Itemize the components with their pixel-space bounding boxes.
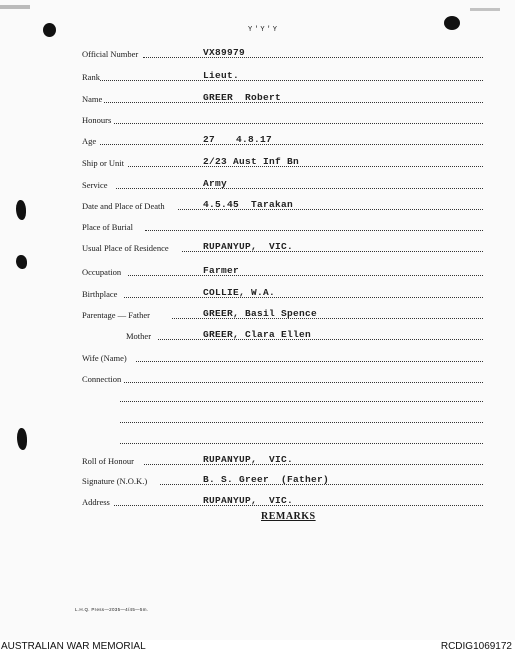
field-connection [0,370,515,384]
field-ship-or-unit [0,154,515,168]
remarks-heading: REMARKS [261,511,316,522]
archive-name: AUSTRALIAN WAR MEMORIAL [1,641,146,652]
field-label: Date and Place of Death [82,201,165,211]
record-id: RCDIG1069172 [440,641,512,652]
field-place-of-burial [0,218,515,232]
field-birthplace [0,285,515,299]
dotted-rule [136,361,483,362]
dotted-rule [120,401,483,402]
dotted-rule [114,123,483,124]
field-value: RUPANYUP, VIC. [203,454,294,465]
field-label: Parentage — Father [82,310,150,320]
field-value: 4.5.45 Tarakan [203,199,294,210]
field-parentage-father [0,306,515,320]
field-label: Official Number [82,49,139,59]
scan-mark [470,8,500,11]
dotted-rule [128,275,483,276]
stamp-mark: Y'Y'Y [248,26,280,34]
field-value: Lieut. [203,70,240,81]
field-age [0,132,515,146]
field-label: Place of Burial [82,222,133,232]
field-signature-nok [0,472,515,486]
dotted-rule [144,464,483,465]
field-value: RUPANYUP, VIC. [203,495,294,506]
field-value: 2/23 Aust Inf Bn [203,156,300,167]
field-value: B. S. Greer (Father) [203,474,330,485]
field-value: GREER, Clara Ellen [203,329,312,340]
field-address [0,493,515,507]
archive-footer [0,640,515,654]
field-value: RUPANYUP, VIC. [203,241,294,252]
field-label: Usual Place of Residence [82,243,169,253]
field-official-number [0,45,515,59]
dotted-rule [104,102,483,103]
field-label: Birthplace [82,289,118,299]
field-label: Address [82,497,110,507]
field-label: Connection [82,374,122,384]
dotted-rule [143,57,483,58]
dotted-rule [120,422,483,423]
field-label: Age [82,136,97,146]
field-label: Service [82,180,108,190]
field-usual-residence [0,239,515,253]
dotted-rule [120,443,483,444]
field-label: Occupation [82,267,122,277]
field-label: Wife (Name) [82,353,127,363]
field-honours [0,111,515,125]
field-value: VX89979 [203,47,246,58]
dotted-rule [116,188,483,189]
dotted-rule [145,230,483,231]
field-value: GREER, Basil Spence [203,308,318,319]
blank-line [0,389,515,403]
blank-line [0,410,515,424]
dotted-rule [100,144,483,145]
dotted-rule [128,166,483,167]
printer-imprint: L.H.Q. Press—2035—4/45—5m. [75,607,149,612]
field-label: Name [82,94,103,104]
field-value: GREER Robert [203,92,282,103]
dotted-rule [100,80,483,81]
field-label: Honours [82,115,112,125]
blank-line [0,431,515,445]
field-label: Signature (N.O.K.) [82,476,148,486]
field-value: Farmer [203,265,240,276]
scan-mark [0,5,30,9]
field-rank [0,68,515,82]
field-label: Roll of Honour [82,456,134,466]
field-parentage-mother [0,327,515,341]
field-occupation [0,263,515,277]
field-label: Ship or Unit [82,158,125,168]
field-value: COLLIE, W.A. [203,287,276,298]
field-name [0,90,515,104]
field-wife [0,349,515,363]
field-label: Mother [126,331,152,341]
punch-hole [444,16,460,30]
field-value-birthdate: 4.8.17 [236,134,273,145]
dotted-rule [124,297,483,298]
dotted-rule [124,382,483,383]
field-date-place-of-death [0,197,515,211]
field-service [0,176,515,190]
field-value: Army [203,178,228,189]
punch-hole [43,23,56,37]
field-roll-of-honour [0,452,515,466]
field-label: Rank [82,72,100,82]
field-value: 27 [203,134,216,145]
dotted-rule [114,505,483,506]
